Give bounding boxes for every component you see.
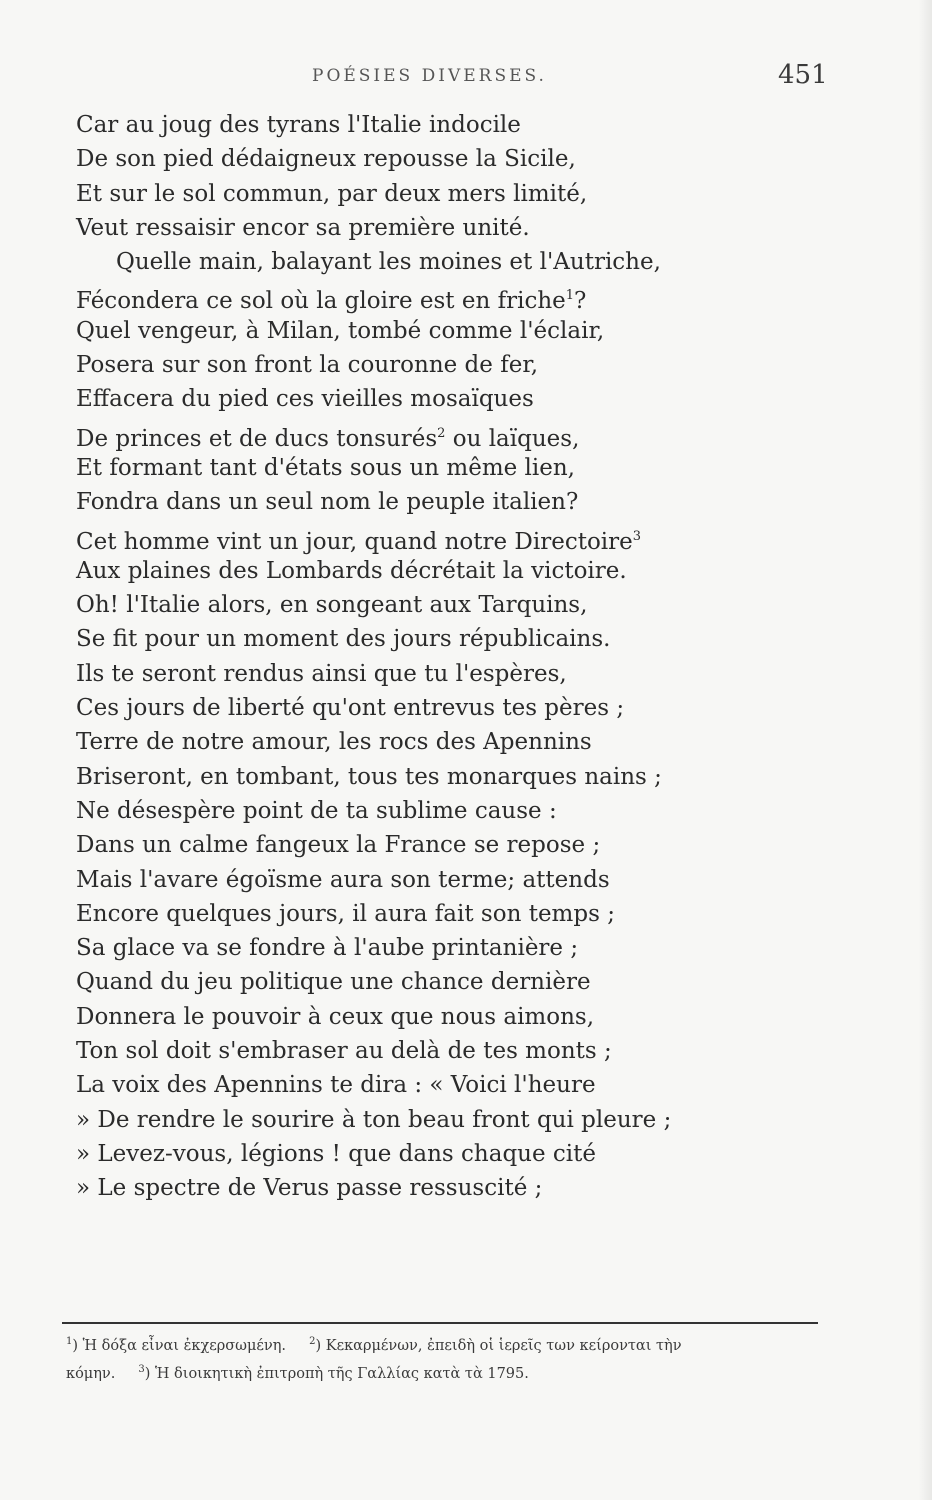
poem-line: Terre de notre amour, les rocs des Apennins (76, 729, 592, 756)
poem-line: Posera sur son front la couronne de fer, (76, 352, 539, 379)
poem-line: Effacera du pied ces vieilles mosaïques (76, 386, 534, 413)
poem-line: Fécondera ce sol où la gloire est en friche$^1$? (76, 288, 587, 315)
footnote-1: $^1$) Ἡ δόξα εἶναι ἐκχερσωμένη. (66, 1336, 287, 1354)
poem-line: Oh! l'Italie alors, en songeant aux Tarquins, (76, 592, 588, 619)
footnote-2: $^2$) Κεκαρμένων, ἐπειδὴ οἱ ἱερεῖς των κείρονται τὴν (309, 1336, 682, 1354)
footnote-divider (62, 1322, 818, 1324)
poem-line: » Le spectre de Verus passe ressuscité ; (76, 1175, 543, 1202)
running-title: POÉSIES DIVERSES. (312, 66, 547, 86)
footnote-row-1 (66, 1330, 822, 1358)
poem-line: De son pied dédaigneux repousse la Sicile, (76, 146, 576, 173)
poem-line: Fondra dans un seul nom le peuple italien? (76, 489, 579, 516)
poem-line: Ils te seront rendus ainsi que tu l'espères, (76, 660, 567, 687)
poem-line: Dans un calme fangeux la France se repose ; (76, 832, 601, 859)
footnote-ref: 1 (565, 288, 575, 304)
poem-line: » De rendre le sourire à ton beau front qui pleure ; (76, 1106, 672, 1133)
footnote-ref: 2 (437, 425, 446, 441)
poem-line: La voix des Apennins te dira : « Voici l'heure (76, 1072, 596, 1099)
poem-line: Donnera le pouvoir à ceux que nous aimons, (76, 1003, 595, 1030)
poem-line: Quand du jeu politique une chance dernière (76, 969, 591, 996)
footnote-2-cont: κόμην. (66, 1365, 116, 1382)
poem-line: De princes et de ducs tonsurés$^2$ ou laïques, (76, 425, 580, 452)
page-edge-shadow (918, 0, 932, 1500)
page-number: 451 (778, 60, 828, 90)
footnote-ref: 3 (632, 528, 642, 544)
poem-line: Ton sol doit s'embraser au delà de tes monts ; (76, 1038, 612, 1065)
poem-line: Veut ressaisir encor sa première unité. (76, 214, 530, 241)
poem-body (76, 108, 816, 1206)
footnotes (66, 1330, 822, 1386)
footnote-row-2 (66, 1358, 822, 1386)
poem-line: Ne désespère point de ta sublime cause : (76, 797, 557, 824)
poem-line: Et sur le sol commun, par deux mers limité, (76, 180, 588, 207)
poem-line: Quel vengeur, à Milan, tombé comme l'éclair, (76, 317, 605, 344)
poem-line: Car au joug des tyrans l'Italie indocile (76, 112, 521, 138)
poem-line: Sa glace va se fondre à l'aube printanière ; (76, 935, 579, 962)
poem-line: Et formant tant d'états sous un même lien, (76, 454, 575, 481)
poem-line: Mais l'avare égoïsme aura son terme; attends (76, 866, 610, 893)
poem-line: Cet homme vint un jour, quand notre Directoire$^3$ (76, 528, 642, 555)
poem-line: » Levez-vous, légions ! que dans chaque cité (76, 1140, 596, 1167)
poem-line: Encore quelques jours, il aura fait son temps ; (76, 900, 615, 927)
poem-line: Se fit pour un moment des jours républicains. (76, 626, 611, 653)
poem-line: Aux plaines des Lombards décrétait la victoire. (76, 557, 627, 584)
poem-line: Briseront, en tombant, tous tes monarques nains ; (76, 763, 662, 790)
footnote-3: $^3$) Ἡ διοικητικὴ ἐπιτροπὴ τῆς Γαλλίας κατὰ τὰ 1795. (138, 1363, 529, 1382)
poem-line: Ces jours de liberté qu'ont entrevus tes pères ; (76, 695, 625, 722)
poem-line: Quelle main, balayant les moines et l'Autriche, (116, 249, 661, 276)
